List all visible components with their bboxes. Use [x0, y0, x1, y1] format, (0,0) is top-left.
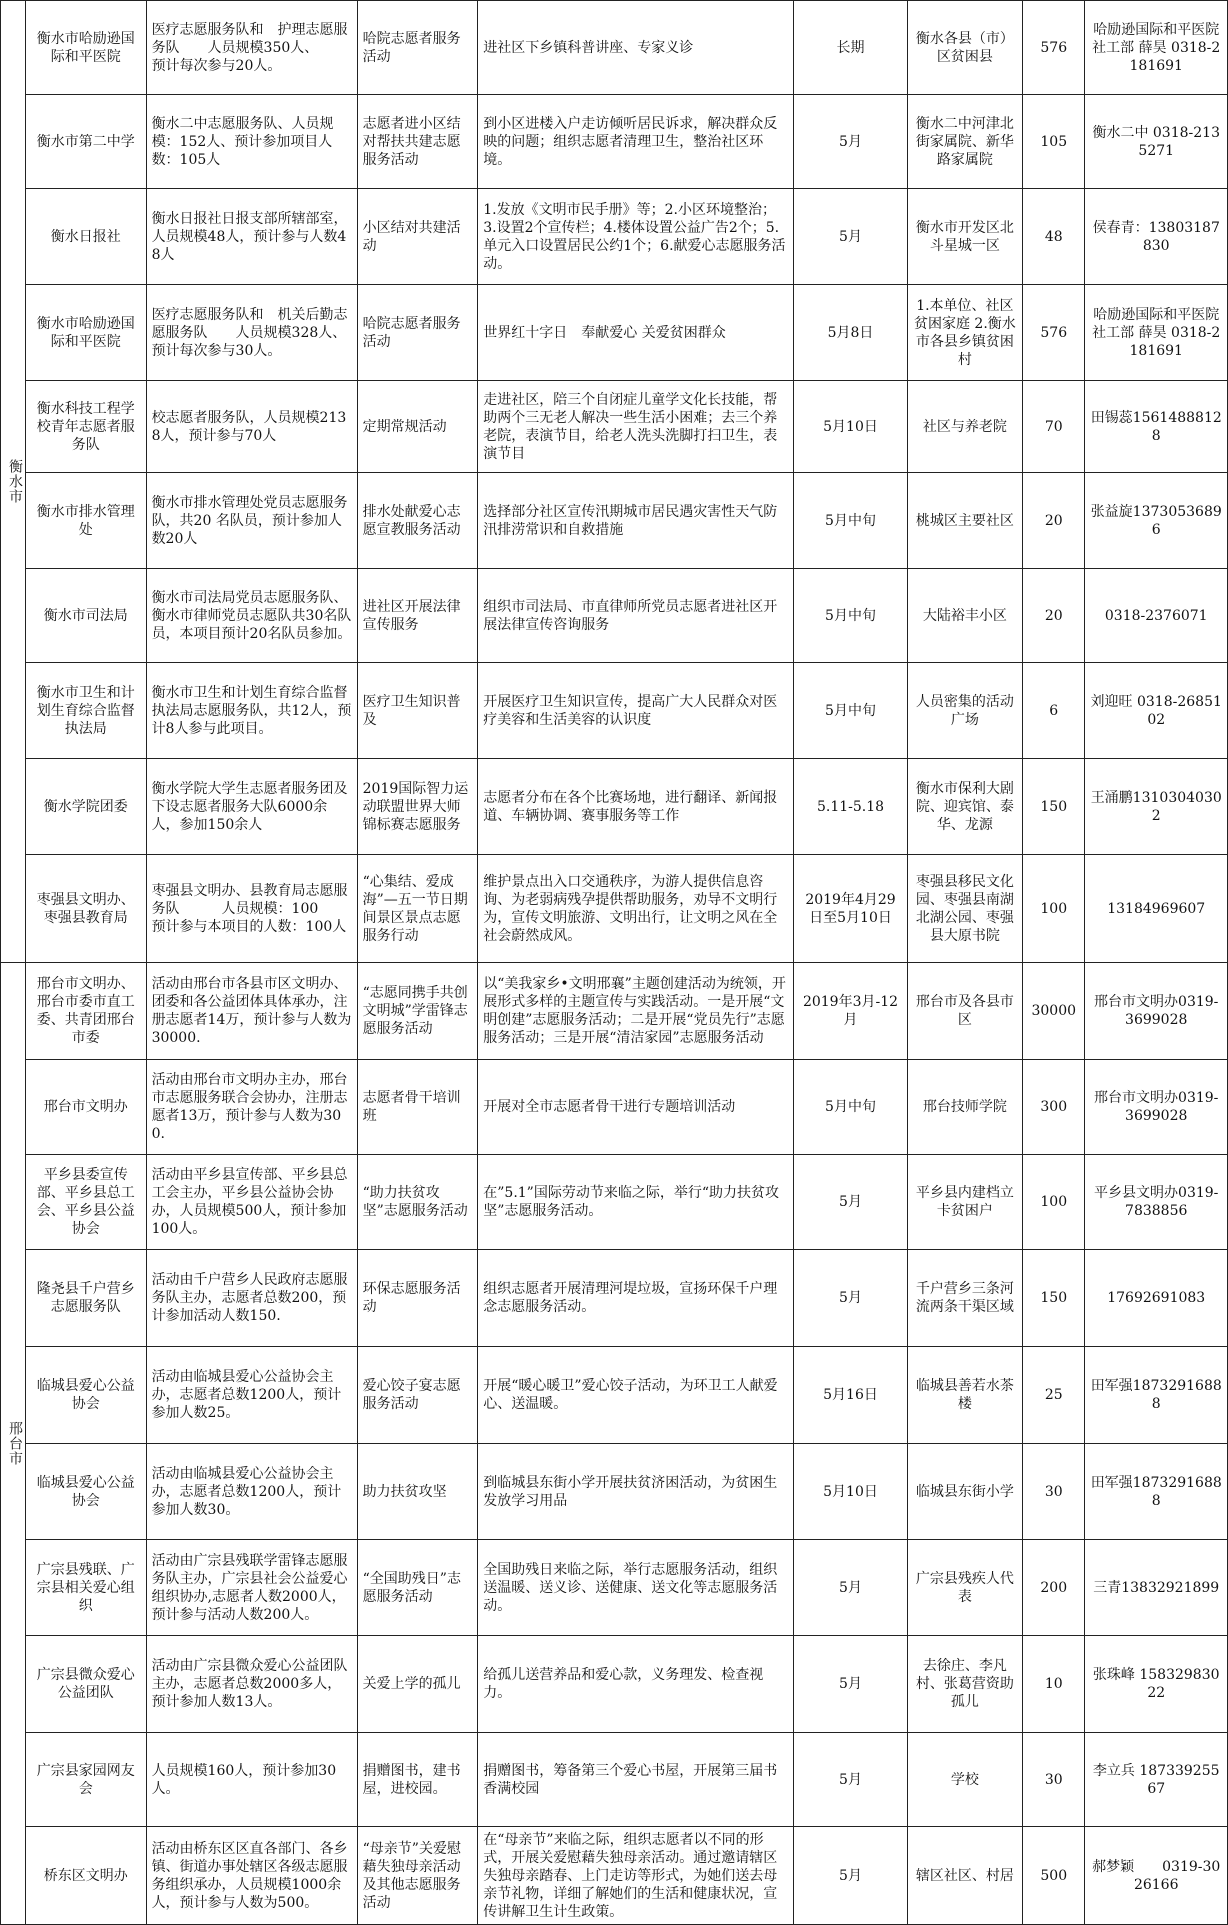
time-cell: 5.11-5.18 — [794, 759, 907, 855]
team-cell: 衡水日报社日报支部所辖部室，人员规模48人，预计参与人数48人 — [146, 189, 357, 285]
contact-cell: 平乡县文明办0319-7838856 — [1085, 1155, 1228, 1250]
activity-name-cell: 小区结对共建活动 — [357, 189, 478, 285]
activity-name-cell: 志愿者进小区结对帮扶共建志愿服务活动 — [357, 95, 478, 189]
place-cell: 1.本单位、社区贫困家庭 2.衡水市各县乡镇贫困村 — [907, 285, 1022, 381]
time-cell: 5月中旬 — [794, 569, 907, 663]
time-cell: 2019年4月29日至5月10日 — [794, 855, 907, 963]
activity-content-cell: 志愿者分布在各个比赛场地，进行翻译、新闻报道、车辆协调、赛事服务等工作 — [478, 759, 794, 855]
org-cell: 临城县爱心公益协会 — [25, 1444, 146, 1540]
contact-cell: 0318-2376071 — [1085, 569, 1228, 663]
activity-name-cell: “母亲节”关爱慰藉失独母亲活动及其他志愿服务活动 — [357, 1827, 478, 1925]
participants-cell: 25 — [1023, 1347, 1085, 1444]
time-cell: 5月10日 — [794, 381, 907, 473]
place-cell: 桃城区主要社区 — [907, 473, 1022, 569]
activity-name-cell: 2019国际智力运动联盟世界大师锦标赛志愿服务 — [357, 759, 478, 855]
activity-content-cell: 全国助残日来临之际，举行志愿服务活动，组织送温暖、送义诊、送健康、送文化等志愿服务活动。 — [478, 1540, 794, 1636]
table-row — [1, 1444, 1228, 1540]
participants-cell: 500 — [1023, 1827, 1085, 1925]
activity-name-cell: 爱心饺子宴志愿服务活动 — [357, 1347, 478, 1444]
team-cell: 人员规模160人，预计参加30人。 — [146, 1733, 357, 1827]
activity-name-cell: 捐赠图书，建书屋，进校园。 — [357, 1733, 478, 1827]
activity-content-cell: 选择部分社区宣传汛期城市居民遇灾害性天气防汛排涝常识和自救措施 — [478, 473, 794, 569]
org-cell: 衡水市卫生和计划生育综合监督执法局 — [25, 663, 146, 759]
org-cell: 广宗县残联、广宗县相关爱心组织 — [25, 1540, 146, 1636]
participants-cell: 10 — [1023, 1636, 1085, 1733]
contact-cell: 张益旋13730536896 — [1085, 473, 1228, 569]
time-cell: 5月中旬 — [794, 663, 907, 759]
contact-cell: 哈励逊国际和平医院社工部 薛昊 0318-2181691 — [1085, 1, 1228, 95]
table-row — [1, 95, 1228, 189]
place-cell: 辖区社区、村居 — [907, 1827, 1022, 1925]
activity-content-cell: 给孤儿送营养品和爱心款，义务理发、检查视力。 — [478, 1636, 794, 1733]
time-cell: 5月中旬 — [794, 1060, 907, 1155]
table-row — [1, 759, 1228, 855]
team-cell: 活动由邢台市各县市区文明办、团委和各公益团体具体承办，注册志愿者14万，预计参与人数为30000. — [146, 963, 357, 1060]
place-cell: 衡水市开发区北斗星城一区 — [907, 189, 1022, 285]
participants-cell: 576 — [1023, 1, 1085, 95]
org-cell: 邢台市文明办、邢台市委市直工委、共青团邢台市委 — [25, 963, 146, 1060]
org-cell: 衡水市哈励逊国际和平医院 — [25, 285, 146, 381]
participants-cell: 576 — [1023, 285, 1085, 381]
table-row — [1, 1540, 1228, 1636]
contact-cell: 王涌鹏13103040302 — [1085, 759, 1228, 855]
org-cell: 衡水市排水管理处 — [25, 473, 146, 569]
activity-content-cell: 世界红十字日 奉献爱心 关爱贫困群众 — [478, 285, 794, 381]
org-cell: 衡水市第二中学 — [25, 95, 146, 189]
participants-cell: 105 — [1023, 95, 1085, 189]
table-row — [1, 663, 1228, 759]
org-cell: 临城县爱心公益协会 — [25, 1347, 146, 1444]
activity-content-cell: 组织市司法局、市直律师所党员志愿者进社区开展法律宣传咨询服务 — [478, 569, 794, 663]
place-cell: 临城县善若水茶楼 — [907, 1347, 1022, 1444]
time-cell: 5月 — [794, 95, 907, 189]
activity-content-cell: 开展医疗卫生知识宣传，提高广大人民群众对医疗美容和生活美容的认识度 — [478, 663, 794, 759]
org-cell: 平乡县委宣传部、平乡县总工会、平乡县公益协会 — [25, 1155, 146, 1250]
activity-content-cell: 维护景点出入口交通秩序，为游人提供信息咨询、为老弱病残孕提供帮助服务，劝导不文明行为，宣传文明旅游、文明出行，让文明之风在全社会蔚然成风。 — [478, 855, 794, 963]
participants-cell: 100 — [1023, 1155, 1085, 1250]
org-cell: 衡水科技工程学校青年志愿者服务队 — [25, 381, 146, 473]
activity-content-cell: 开展对全市志愿者骨干进行专题培训活动 — [478, 1060, 794, 1155]
time-cell: 5月8日 — [794, 285, 907, 381]
table-row — [1, 473, 1228, 569]
time-cell: 5月 — [794, 1540, 907, 1636]
participants-cell: 6 — [1023, 663, 1085, 759]
contact-cell: 17692691083 — [1085, 1250, 1228, 1347]
team-cell: 活动由临城县爱心公益协会主办，志愿者总数1200人，预计参加人数25。 — [146, 1347, 357, 1444]
org-cell: 衡水日报社 — [25, 189, 146, 285]
team-cell: 医疗志愿服务队和 护理志愿服务队 人员规模350人、 预计每次参与20人。 — [146, 1, 357, 95]
activity-name-cell: 关爱上学的孤儿 — [357, 1636, 478, 1733]
place-cell: 临城县东街小学 — [907, 1444, 1022, 1540]
table-row — [1, 1250, 1228, 1347]
activity-name-cell: “心集结、爱成海”—五一节日期间景区景点志愿服务行动 — [357, 855, 478, 963]
place-cell: 人员密集的活动广场 — [907, 663, 1022, 759]
team-cell: 活动由邢台市文明办主办，邢台市志愿服务联合会协办，注册志愿者13万，预计参与人数为300. — [146, 1060, 357, 1155]
place-cell: 衡水市保利大剧院、迎宾馆、泰华、龙源 — [907, 759, 1022, 855]
activity-name-cell: 志愿者骨干培训班 — [357, 1060, 478, 1155]
city-label: 邢台市 — [7, 1421, 23, 1466]
activity-name-cell: 环保志愿服务活动 — [357, 1250, 478, 1347]
participants-cell: 150 — [1023, 1250, 1085, 1347]
participants-cell: 48 — [1023, 189, 1085, 285]
org-cell: 枣强县文明办、枣强县教育局 — [25, 855, 146, 963]
table-row — [1, 1155, 1228, 1250]
org-cell: 隆尧县千户营乡志愿服务队 — [25, 1250, 146, 1347]
activity-name-cell: “助力扶贫攻坚”志愿服务活动 — [357, 1155, 478, 1250]
time-cell: 5月 — [794, 189, 907, 285]
contact-cell: 田锡蕊15614888128 — [1085, 381, 1228, 473]
activity-name-cell: 哈院志愿者服务活动 — [357, 1, 478, 95]
place-cell: 衡水二中河津北街家属院、新华路家属院 — [907, 95, 1022, 189]
table-row — [1, 189, 1228, 285]
contact-cell: 田军强18732916888 — [1085, 1347, 1228, 1444]
table-row — [1, 381, 1228, 473]
participants-cell: 200 — [1023, 1540, 1085, 1636]
place-cell: 大陆裕丰小区 — [907, 569, 1022, 663]
org-cell: 桥东区文明办 — [25, 1827, 146, 1925]
time-cell: 2019年3月-12月 — [794, 963, 907, 1060]
team-cell: 活动由桥东区区直各部门、各乡镇、街道办事处辖区各级志愿服务组织承办，人员规模1000余人，预计参与人数为500。 — [146, 1827, 357, 1925]
place-cell: 学校 — [907, 1733, 1022, 1827]
place-cell: 去徐庄、李凡村、张葛营资助孤儿 — [907, 1636, 1022, 1733]
contact-cell: 田军强18732916888 — [1085, 1444, 1228, 1540]
contact-cell: 13184969607 — [1085, 855, 1228, 963]
city-label: 衡水市 — [7, 459, 23, 504]
activity-content-cell: 1.发放《文明市民手册》等；2.小区环境整治；3.设置2个宣传栏；4.楼体设置公益广告2个；5.单元入口设置居民公约1个；6.献爱心志愿服务活动。 — [478, 189, 794, 285]
activity-content-cell: 到小区进楼入户走访倾听居民诉求，解决群众反映的问题；组织志愿者清理卫生，整治社区环境。 — [478, 95, 794, 189]
org-cell: 衡水市哈励逊国际和平医院 — [25, 1, 146, 95]
city-cell — [1, 963, 26, 1925]
contact-cell: 郝梦颖 0319-3026166 — [1085, 1827, 1228, 1925]
time-cell: 5月16日 — [794, 1347, 907, 1444]
time-cell: 5月 — [794, 1636, 907, 1733]
place-cell: 千户营乡三条河流两条干渠区域 — [907, 1250, 1022, 1347]
activity-content-cell: 在”5.1”国际劳动节来临之际，举行“助力扶贫攻坚”志愿服务活动。 — [478, 1155, 794, 1250]
team-cell: 活动由平乡县宣传部、平乡县总工会主办，平乡县公益协会协办，人员规模500人，预计参加100人。 — [146, 1155, 357, 1250]
place-cell: 邢台技师学院 — [907, 1060, 1022, 1155]
activity-name-cell: 排水处献爱心志愿宣教服务活动 — [357, 473, 478, 569]
participants-cell: 30 — [1023, 1444, 1085, 1540]
table-row — [1, 1733, 1228, 1827]
activity-content-cell: 进社区下乡镇科普讲座、专家义诊 — [478, 1, 794, 95]
activity-name-cell: 医疗卫生知识普及 — [357, 663, 478, 759]
time-cell: 5月中旬 — [794, 473, 907, 569]
table-row — [1, 285, 1228, 381]
place-cell: 广宗县残疾人代表 — [907, 1540, 1022, 1636]
activity-name-cell: 哈院志愿者服务活动 — [357, 285, 478, 381]
activity-content-cell: 到临城县东街小学开展扶贫济困活动，为贫困生发放学习用品 — [478, 1444, 794, 1540]
table-row — [1, 1347, 1228, 1444]
org-cell: 衡水学院团委 — [25, 759, 146, 855]
activity-content-cell: 以“美我家乡•文明邢襄”主题创建活动为统领，开展形式多样的主题宣传与实践活动。一是开展“文明创建”志愿服务活动；二是开展“党员先行”志愿服务活动；三是开展“清洁家园”志愿服务活动 — [478, 963, 794, 1060]
activity-name-cell: 助力扶贫攻坚 — [357, 1444, 478, 1540]
org-cell: 邢台市文明办 — [25, 1060, 146, 1155]
activity-name-cell: “志愿同携手共创文明城”学雷锋志愿服务活动 — [357, 963, 478, 1060]
activity-name-cell: “全国助残日”志愿服务活动 — [357, 1540, 478, 1636]
place-cell: 邢台市及各县市区 — [907, 963, 1022, 1060]
participants-cell: 70 — [1023, 381, 1085, 473]
activity-content-cell: 在“母亲节”来临之际，组织志愿者以不同的形式，开展关爱慰藉失独母亲活动。通过邀请辖区失独母亲踏春、上门走访等形式，为她们送去母亲节礼物，详细了解她们的生活和健康状况，宣传讲解卫生计生政策。 — [478, 1827, 794, 1925]
time-cell: 5月 — [794, 1827, 907, 1925]
time-cell: 5月10日 — [794, 1444, 907, 1540]
time-cell: 5月 — [794, 1733, 907, 1827]
place-cell: 衡水各县（市）区贫困县 — [907, 1, 1022, 95]
team-cell: 衡水市排水管理处党员志愿服务队，共20 名队员，预计参加人数20人 — [146, 473, 357, 569]
table-row — [1, 1827, 1228, 1925]
team-cell: 衡水学院大学生志愿者服务团及下设志愿者服务大队6000余人，参加150余人 — [146, 759, 357, 855]
activity-name-cell: 定期常规活动 — [357, 381, 478, 473]
participants-cell: 30000 — [1023, 963, 1085, 1060]
participants-cell: 300 — [1023, 1060, 1085, 1155]
team-cell: 衡水市司法局党员志愿服务队、衡水市律师党员志愿队共30名队员，本项目预计20名队员参加。 — [146, 569, 357, 663]
contact-cell: 李立兵 18733925567 — [1085, 1733, 1228, 1827]
table-row — [1, 569, 1228, 663]
table-row — [1, 963, 1228, 1060]
team-cell: 医疗志愿服务队和 机关后勤志愿服务队 人员规模328人、 预计每次参与30人。 — [146, 285, 357, 381]
org-cell: 衡水市司法局 — [25, 569, 146, 663]
table-row — [1, 1, 1228, 95]
team-cell: 活动由广宗县残联学雷锋志愿服务队主办，广宗县社会公益爱心组织协办,志愿者人数2000人，预计参与活动人数200人。 — [146, 1540, 357, 1636]
activity-content-cell: 捐赠图书，筹备第三个爱心书屋，开展第三届书香满校园 — [478, 1733, 794, 1827]
participants-cell: 30 — [1023, 1733, 1085, 1827]
participants-cell: 20 — [1023, 569, 1085, 663]
contact-cell: 侯春青：13803187830 — [1085, 189, 1228, 285]
place-cell: 平乡县内建档立卡贫困户 — [907, 1155, 1022, 1250]
time-cell: 长期 — [794, 1, 907, 95]
team-cell: 校志愿者服务队，人员规模2138人，预计参与70人 — [146, 381, 357, 473]
contact-cell: 哈励逊国际和平医院社工部 薛昊 0318-2181691 — [1085, 285, 1228, 381]
org-cell: 广宗县微众爱心公益团队 — [25, 1636, 146, 1733]
org-cell: 广宗县家园网友会 — [25, 1733, 146, 1827]
contact-cell: 刘迎旺 0318-2685102 — [1085, 663, 1228, 759]
contact-cell: 张珠峰 15832983022 — [1085, 1636, 1228, 1733]
activity-content-cell: 组织志愿者开展清理河堤垃圾，宣扬环保千户理念志愿服务活动。 — [478, 1250, 794, 1347]
participants-cell: 100 — [1023, 855, 1085, 963]
contact-cell: 邢台市文明办0319-3699028 — [1085, 963, 1228, 1060]
team-cell: 衡水市卫生和计划生育综合监督执法局志愿服务队，共12人，预计8人参与此项目。 — [146, 663, 357, 759]
participants-cell: 20 — [1023, 473, 1085, 569]
time-cell: 5月 — [794, 1155, 907, 1250]
team-cell: 活动由临城县爱心公益协会主办，志愿者总数1200人，预计参加人数30。 — [146, 1444, 357, 1540]
time-cell: 5月 — [794, 1250, 907, 1347]
team-cell: 衡水二中志愿服务队、人员规模：152人、预计参加项目人数：105人 — [146, 95, 357, 189]
activity-name-cell: 进社区开展法律宣传服务 — [357, 569, 478, 663]
contact-cell: 衡水二中 0318-2135271 — [1085, 95, 1228, 189]
place-cell: 枣强县移民文化园、枣强县南湖北湖公园、枣强县大原书院 — [907, 855, 1022, 963]
table-row — [1, 855, 1228, 963]
participants-cell: 150 — [1023, 759, 1085, 855]
table-row — [1, 1060, 1228, 1155]
team-cell: 活动由千户营乡人民政府志愿服务队主办，志愿者总数200，预计参加活动人数150. — [146, 1250, 357, 1347]
contact-cell: 邢台市文明办0319-3699028 — [1085, 1060, 1228, 1155]
table-row — [1, 1636, 1228, 1733]
team-cell: 活动由广宗县微众爱心公益团队主办，志愿者总数2000多人，预计参加人数13人。 — [146, 1636, 357, 1733]
activity-content-cell: 走进社区，陪三个自闭症儿童学文化长技能，帮助两个三无老人解决一些生活小困难；去三个养老院，表演节目，给老人洗头洗脚打扫卫生，表演节目 — [478, 381, 794, 473]
team-cell: 枣强县文明办、县教育局志愿服务队 人员规模：100 预计参与本项目的人数：100人 — [146, 855, 357, 963]
place-cell: 社区与养老院 — [907, 381, 1022, 473]
activity-content-cell: 开展“暖心暖卫”爱心饺子活动，为环卫工人献爱心、送温暖。 — [478, 1347, 794, 1444]
contact-cell: 三青13832921899 — [1085, 1540, 1228, 1636]
city-cell — [1, 1, 26, 963]
